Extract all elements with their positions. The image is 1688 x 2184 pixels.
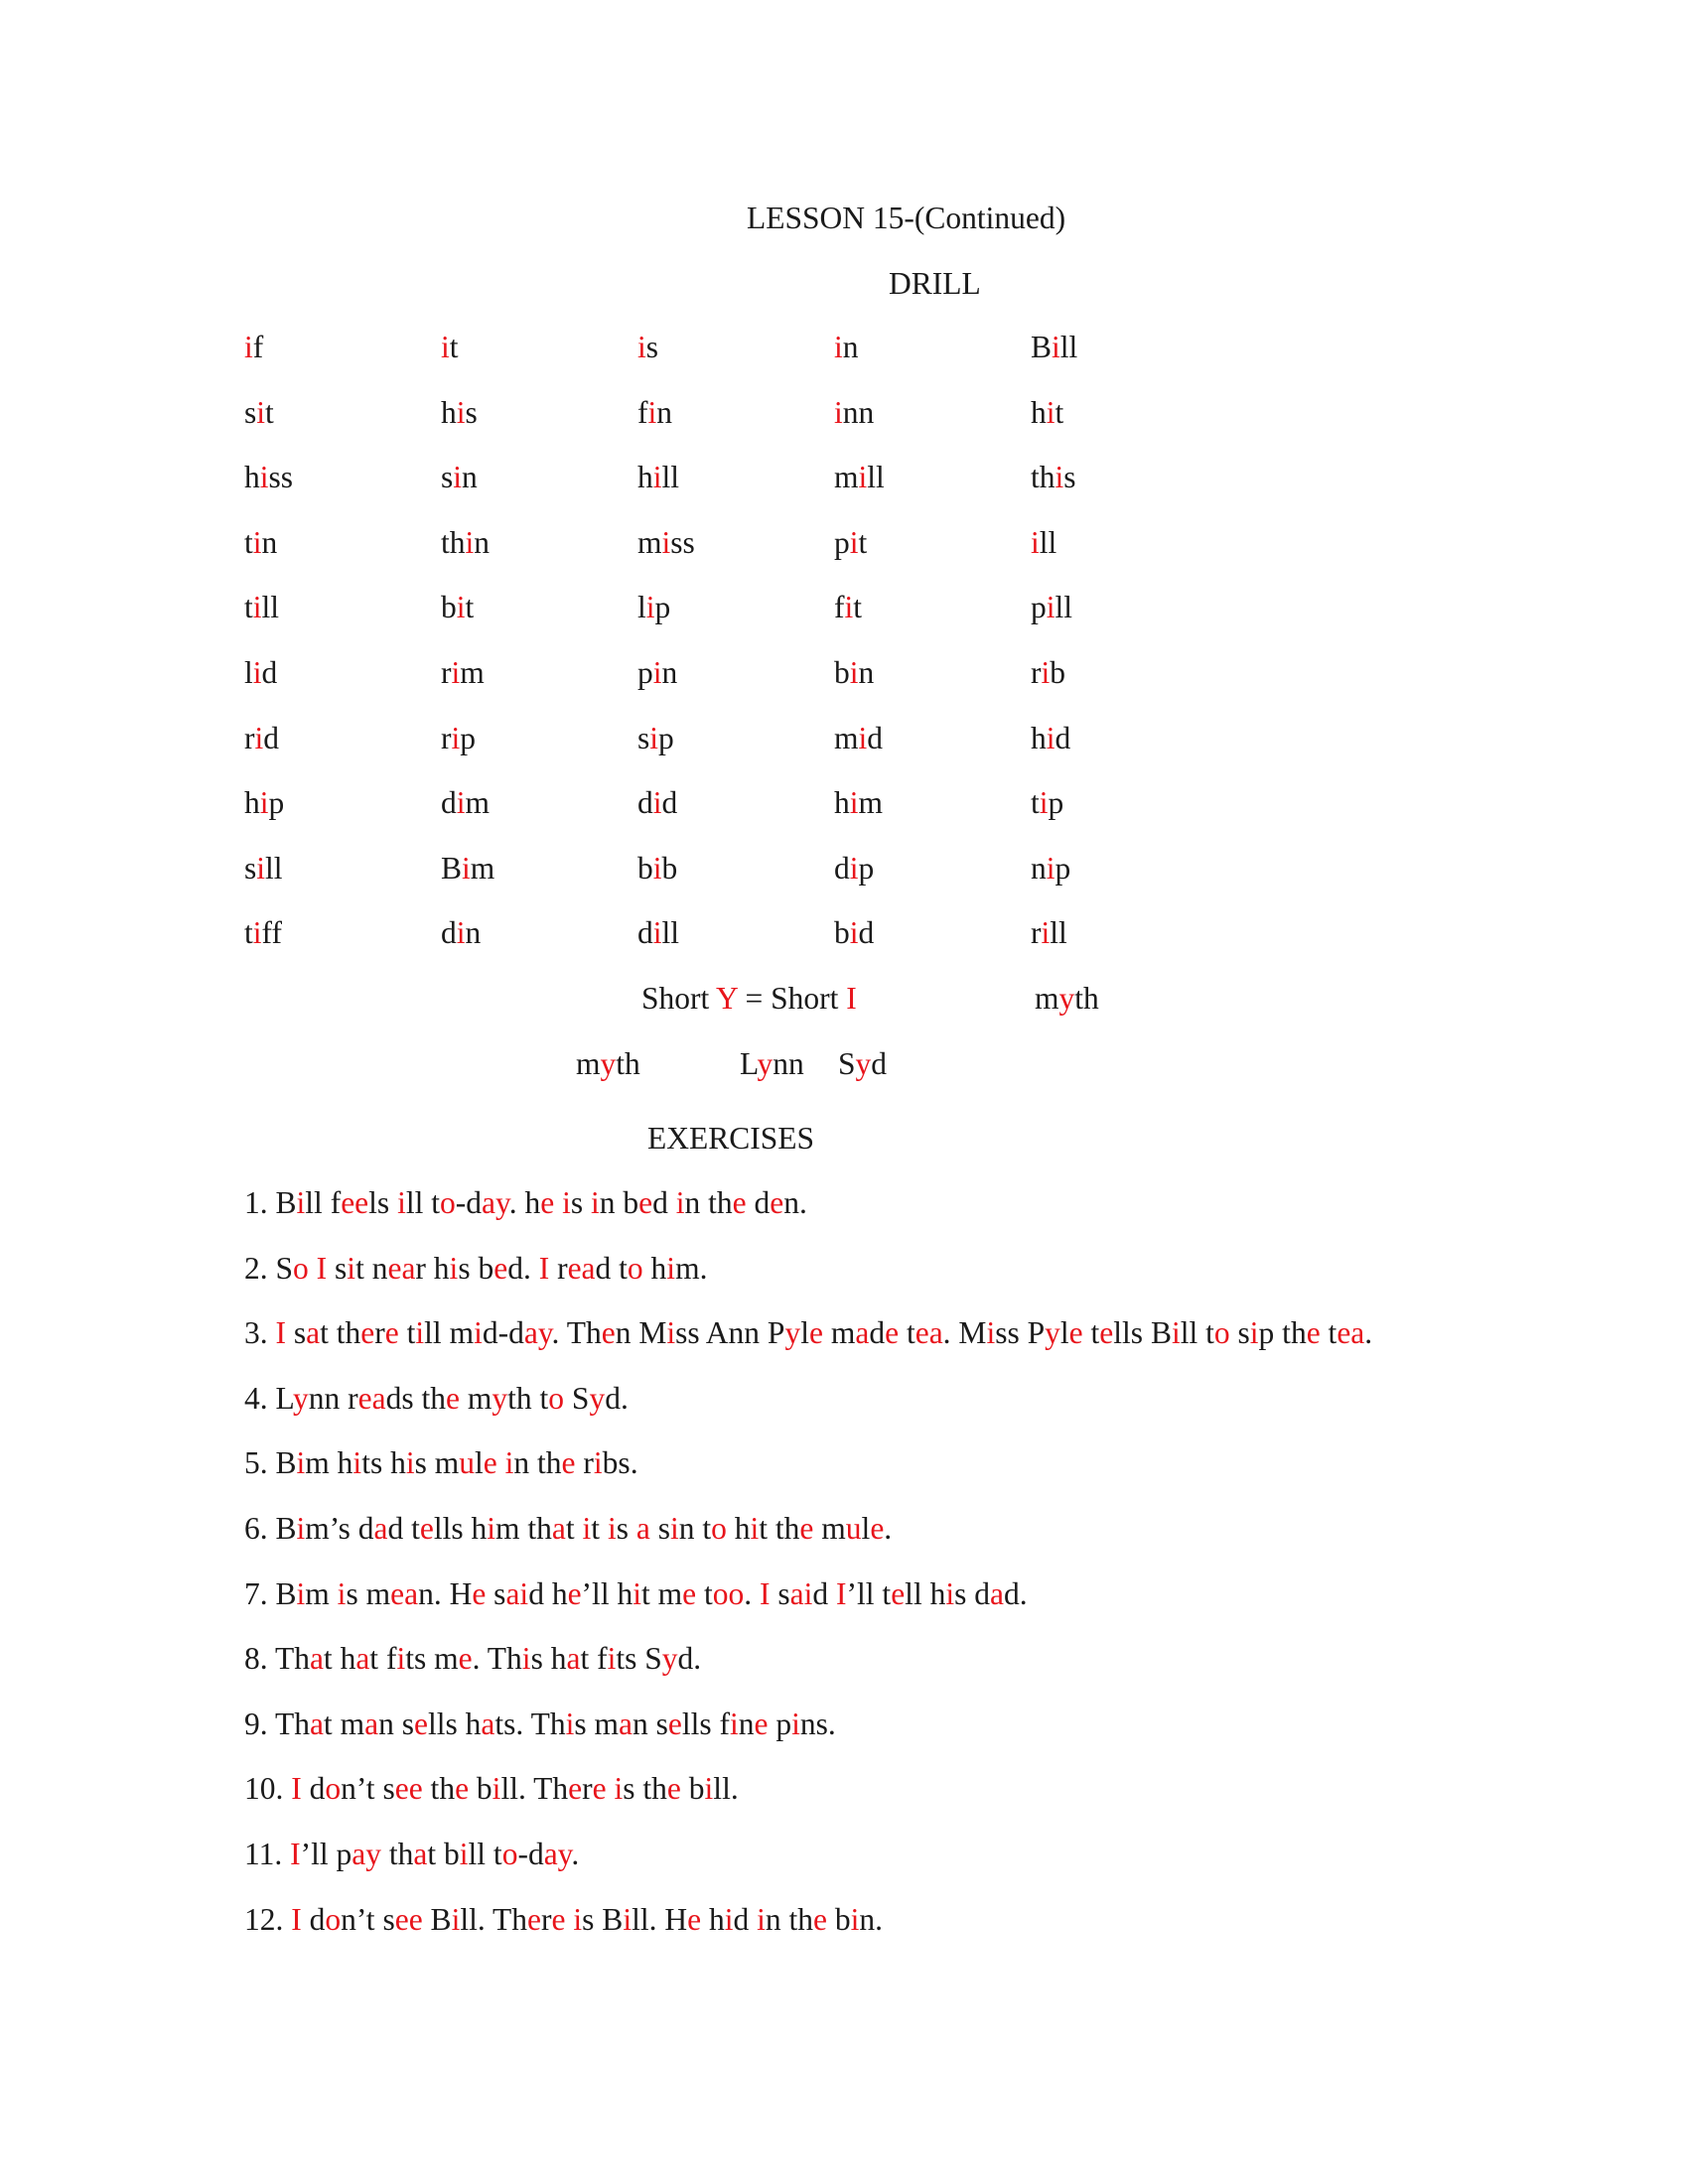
drill-word: mid: [834, 720, 884, 755]
drill-word: inn: [834, 394, 875, 430]
drill-word: this: [1031, 460, 1076, 495]
drill-word: hid: [1031, 720, 1071, 755]
rule-text-short: Short: [641, 981, 716, 1016]
drill-word: did: [637, 785, 678, 821]
exercise-sentence: 9. That man sells hats. This man sells fine pins.: [244, 1706, 836, 1741]
exercise-sentence: 11. I’ll pay that bill to-day.: [244, 1837, 580, 1871]
drill-word: din: [441, 915, 482, 951]
drill-word: bib: [637, 850, 678, 886]
drill-word: pin: [637, 655, 678, 690]
drill-word: sip: [637, 720, 674, 755]
drill-word: bit: [441, 590, 475, 625]
drill-word: bin: [834, 655, 875, 690]
drill-word: is: [637, 330, 659, 364]
drill-word: sin: [441, 460, 478, 495]
drill-heading: DRILL: [889, 266, 981, 301]
exercise-sentence: 2. So I sit near his bed. I read to him.: [244, 1250, 708, 1286]
drill-word: in: [834, 330, 859, 364]
drill-word: hiss: [244, 460, 294, 495]
drill-word: pit: [834, 524, 868, 560]
drill-word: thin: [441, 524, 491, 560]
drill-word: sit: [244, 394, 274, 430]
drill-word: dip: [834, 850, 875, 886]
exercise-sentence: 12. I don’t see Bill. There is Bill. He hid in the bin.: [244, 1901, 884, 1937]
rule-letter-y: Y: [715, 981, 738, 1016]
exercise-sentence: 3. I sat there till mid-day. Then Miss Ann Pyle made tea. Miss Pyle tells Bill to sip the tea.: [244, 1315, 1373, 1351]
y-example-2: Lynn: [740, 1046, 804, 1081]
y-example-3: Syd: [838, 1046, 888, 1081]
rule-example-word: myth: [1035, 981, 1099, 1016]
drill-word: tip: [1031, 785, 1064, 821]
drill-word: dim: [441, 785, 491, 821]
drill-word: hip: [244, 785, 285, 821]
drill-word: pill: [1031, 590, 1073, 625]
drill-word: lid: [244, 655, 278, 690]
drill-word: mill: [834, 460, 885, 495]
drill-word: tin: [244, 524, 278, 560]
page-title: LESSON 15-(Continued): [747, 201, 1066, 235]
y-example-1: myth: [576, 1046, 640, 1081]
drill-word: dill: [637, 915, 680, 951]
exercises-heading: EXERCISES: [647, 1121, 815, 1156]
exercise-sentence: 10. I don’t see the bill. There is the bill.: [244, 1771, 739, 1807]
drill-word: till: [244, 590, 280, 625]
drill-word: miss: [637, 524, 695, 560]
drill-word: sill: [244, 850, 283, 886]
drill-word: lip: [637, 590, 671, 625]
exercise-sentence: 4. Lynn reads the myth to Syd.: [244, 1380, 629, 1416]
drill-word: fit: [834, 590, 863, 625]
drill-word: bid: [834, 915, 875, 951]
exercise-sentence: 8. That hat fits me. This hat fits Syd.: [244, 1641, 702, 1677]
drill-word: him: [834, 785, 884, 821]
exercise-sentence: 5. Bim hits his mule in the ribs.: [244, 1445, 638, 1481]
short-y-rule: [641, 979, 857, 1019]
drill-word: his: [441, 394, 478, 430]
drill-word: rill: [1031, 915, 1067, 951]
drill-word: it: [441, 330, 459, 364]
drill-word: rid: [244, 720, 280, 755]
exercise-sentence: 6. Bim’s dad tells him that it is a sin to hit the mule.: [244, 1511, 893, 1546]
exercise-sentence: 7. Bim is mean. He said he’ll hit me too. I said I’ll tell his dad.: [244, 1575, 1028, 1611]
drill-word: Bill: [1031, 330, 1078, 364]
drill-word: Bim: [441, 850, 495, 886]
drill-word: nip: [1031, 850, 1071, 886]
drill-word: ill: [1031, 524, 1057, 560]
drill-word: rim: [441, 655, 485, 690]
drill-word: hill: [637, 460, 680, 495]
drill-word: fin: [637, 394, 673, 430]
drill-word: rip: [441, 720, 477, 755]
drill-word: tiff: [244, 915, 282, 951]
drill-word: if: [244, 330, 264, 364]
rule-text-equals: = Short: [737, 981, 847, 1016]
rule-letter-i: I: [846, 981, 857, 1016]
drill-word: hit: [1031, 394, 1064, 430]
exercise-sentence: 1. Bill feels ill to-day. he is in bed in the den.: [244, 1185, 807, 1220]
drill-word: rib: [1031, 655, 1066, 690]
